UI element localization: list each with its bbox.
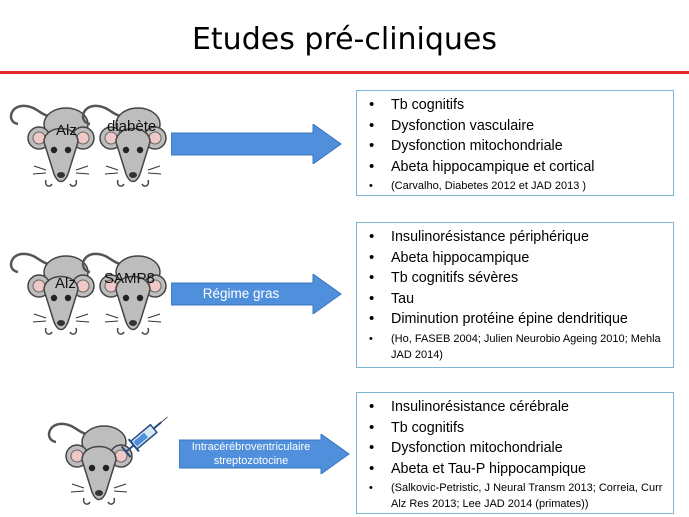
finding-item: • Abeta hippocampique et cortical <box>365 157 665 178</box>
finding-item: • Tb cognitifs sévères <box>365 268 665 289</box>
mouse-label-alz: Alz <box>56 122 77 139</box>
reference-item: • (Salkovic-Petristic, J Neural Transm 2013; Correia, Curr Alz Res 2013; Lee JAD 2014 (primates)) <box>365 480 665 512</box>
slide-title: Etudes pré-cliniques <box>191 22 498 57</box>
syringe-icon <box>118 412 174 458</box>
finding-item: • Insulinorésistance périphérique <box>365 227 665 248</box>
title-divider <box>0 71 689 74</box>
arrow-label: Régime gras <box>202 286 280 301</box>
finding-item: • Dysfonction vasculaire <box>365 116 665 137</box>
reference-item: • (Carvalho, Diabetes 2012 et JAD 2013 ) <box>365 178 665 194</box>
finding-item: • Dysfonction mitochondriale <box>365 136 665 157</box>
finding-item: • Diminution protéine épine dendritique <box>365 309 665 330</box>
finding-item: • Abeta et Tau-P hippocampique <box>365 459 665 480</box>
finding-item: • Tau <box>365 289 665 310</box>
finding-item: • Dysfonction mitochondriale <box>365 438 665 459</box>
findings-box <box>356 222 674 368</box>
arrow-label-line: Intracérébroventriculaire <box>191 441 311 453</box>
finding-item: • Abeta hippocampique <box>365 248 665 269</box>
finding-item: • Insulinorésistance cérébrale <box>365 397 665 418</box>
finding-item: • Tb cognitifs <box>365 95 665 116</box>
mouse-label-samp8: SAMP8 <box>104 270 155 287</box>
arrow-icon <box>171 124 343 164</box>
arrow-label-line: streptozotocine <box>213 455 289 467</box>
findings-box <box>356 392 674 514</box>
findings-box <box>356 90 674 196</box>
panel-alz-diabetes <box>0 88 689 198</box>
mouse-label-diabete: diabète <box>107 118 157 135</box>
arrow-label <box>179 440 323 468</box>
reference-item: • (Ho, FASEB 2004; Julien Neurobio Ageing 2010; Mehla JAD 2014) <box>365 331 665 363</box>
mouse-label-alz: Alz <box>55 275 76 292</box>
finding-item: • Tb cognitifs <box>365 418 665 439</box>
panel-alz-samp8 <box>0 220 689 370</box>
panel-icv-streptozotocin <box>0 390 689 517</box>
